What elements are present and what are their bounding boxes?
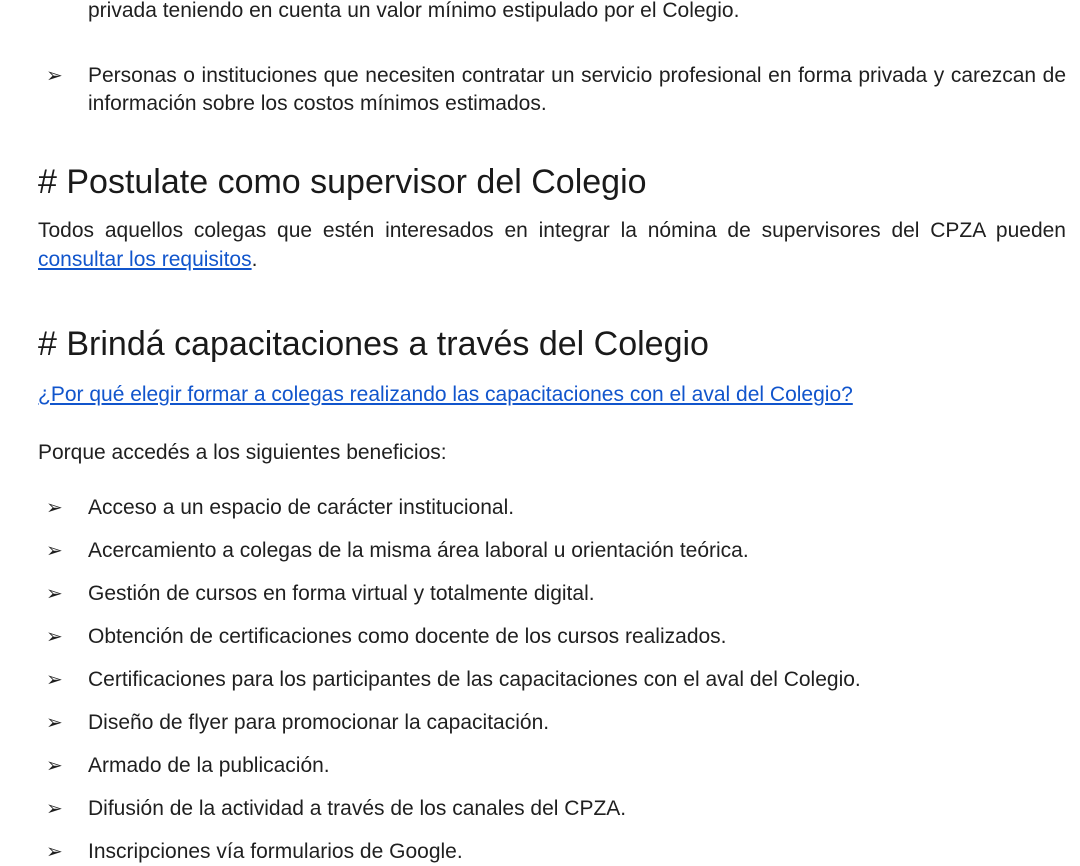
supervisor-paragraph-end: . (251, 248, 258, 271)
list-item-text: Certificaciones para los participantes de las capacitaciones con el aval del Colegio. (88, 668, 861, 691)
why-train-paragraph (38, 380, 1066, 409)
list-item (40, 709, 1066, 737)
arrow-bullet-icon: ➢ (46, 669, 63, 691)
arrow-bullet-icon: ➢ (46, 626, 63, 648)
benefits-intro: Porque accedés a los siguientes beneficios: (38, 441, 447, 464)
list-item-text: Inscripciones vía formularios de Google. (88, 840, 463, 863)
list-item-text: Armado de la publicación. (88, 754, 330, 777)
arrow-bullet-icon: ➢ (46, 712, 63, 734)
list-item (40, 795, 1066, 823)
section-heading-capacitaciones: # Brindá capacitaciones a través del Colegio (38, 325, 709, 363)
intro-list-item-text: Personas o instituciones que necesiten contratar un servicio profesional en forma privada y carezcan de información sobre los costos mínimos estimados. (88, 64, 1066, 115)
list-item-text: Acceso a un espacio de carácter institucional. (88, 496, 515, 519)
supervisor-paragraph (38, 216, 1066, 274)
intro-list-item-continuation (40, 0, 1066, 25)
arrow-bullet-icon: ➢ (46, 65, 63, 87)
arrow-bullet-icon: ➢ (46, 583, 63, 605)
list-item (40, 838, 1066, 866)
arrow-bullet-icon: ➢ (46, 497, 63, 519)
arrow-bullet-icon: ➢ (46, 798, 63, 820)
section-heading-supervisor: # Postulate como supervisor del Colegio (38, 163, 647, 201)
supervisor-paragraph-text: Todos aquellos colegas que estén interesados en integrar la nómina de supervisores del CPZA pueden (38, 219, 1066, 242)
list-item (40, 580, 1066, 608)
intro-list-item-text: privada teniendo en cuenta un valor mínimo estipulado por el Colegio. (88, 0, 740, 22)
list-item (40, 494, 1066, 522)
list-item (40, 537, 1066, 565)
list-item (40, 666, 1066, 694)
list-item-text: Acercamiento a colegas de la misma área laboral u orientación teórica. (88, 539, 749, 562)
list-item-text: Gestión de cursos en forma virtual y totalmente digital. (88, 582, 595, 605)
list-item-text: Difusión de la actividad a través de los canales del CPZA. (88, 797, 627, 820)
arrow-bullet-icon: ➢ (46, 841, 63, 863)
intro-list-item (40, 62, 1066, 118)
arrow-bullet-icon: ➢ (46, 540, 63, 562)
arrow-bullet-icon: ➢ (46, 755, 63, 777)
list-item (40, 752, 1066, 780)
why-train-link[interactable]: ¿Por qué elegir formar a colegas realizando las capacitaciones con el aval del Colegio? (38, 383, 853, 406)
requirements-link[interactable]: consultar los requisitos (38, 248, 252, 271)
list-item-text: Diseño de flyer para promocionar la capacitación. (88, 711, 550, 734)
list-item (40, 623, 1066, 651)
list-item-text: Obtención de certificaciones como docente de los cursos realizados. (88, 625, 727, 648)
